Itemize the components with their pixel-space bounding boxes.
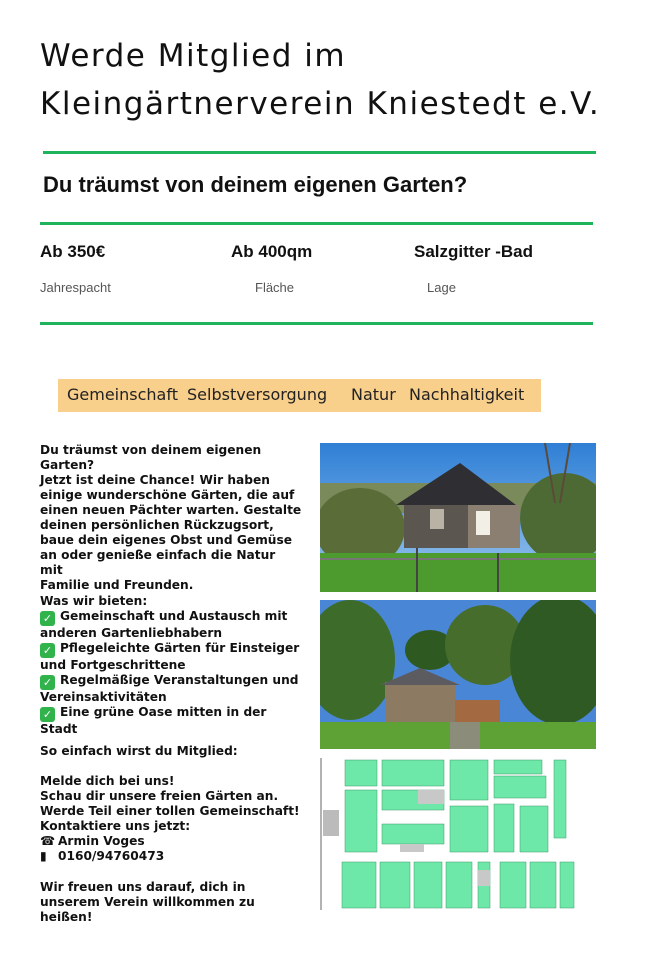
closing-line: unserem Verein willkommen zu (40, 895, 255, 909)
offer-item: ✓ Gemeinschaft und Austausch mit (40, 609, 302, 626)
divider-middle (40, 222, 593, 225)
offer-heading: Was wir bieten: (40, 594, 148, 608)
garden-trees-photo (320, 600, 596, 749)
tag-community: Gemeinschaft (67, 385, 178, 404)
closing-line: heißen! (40, 910, 93, 924)
tag-self-sufficiency: Selbstversorgung (187, 385, 328, 404)
intro-line: baue dein eigenes Obst und Gemüse (40, 533, 292, 547)
contact-name: Armin Voges (58, 834, 145, 848)
offer-item-cont: anderen Gartenliebhabern (40, 626, 223, 640)
tag-nature: Natur (351, 385, 396, 404)
intro-line: Garten? (40, 458, 95, 472)
intro-line: Familie und Freunden. (40, 578, 194, 592)
subtitle: Du träumst von deinem eigenen Garten? (43, 172, 468, 197)
join-line: Melde dich bei uns! (40, 774, 175, 788)
closing-line: Wir freuen uns darauf, dich in (40, 880, 246, 894)
page-title-line-1: Werde Mitglied im (40, 38, 347, 74)
stat-location-value: Salzgitter -Bad (414, 242, 534, 261)
offer-item-cont: Stadt (40, 722, 78, 736)
intro-line: einige wunderschöne Gärten, die auf (40, 488, 295, 502)
check-mark-icon: ✓ (40, 707, 55, 722)
closing-text (40, 880, 302, 925)
garden-plot-map (320, 758, 576, 910)
stat-location-label: Lage (427, 280, 456, 295)
intro-line: einen neuen Pächter warten. Gestalte (40, 503, 302, 517)
page-title-line-2: Kleingärtnerverein Kniestedt e.V. (40, 86, 601, 122)
tag-sustainability: Nachhaltigkeit (409, 385, 525, 404)
check-mark-icon: ✓ (40, 675, 55, 690)
offer-item: ✓ Regelmäßige Veranstaltungen und (40, 673, 302, 690)
offer-item-cont: und Fortgeschrittene (40, 658, 186, 672)
intro-line: deinen persönlichen Rückzugsort, (40, 518, 274, 532)
stat-price-label: Jahrespacht (40, 280, 111, 295)
contact-name-row (40, 834, 302, 849)
contact-phone[interactable]: 0160/94760473 (58, 849, 165, 863)
mobile-phone-icon: ▮ (40, 849, 47, 863)
stat-area-value: Ab 400qm (231, 242, 313, 261)
check-mark-icon: ✓ (40, 611, 55, 626)
offer-item: ✓ Eine grüne Oase mitten in der (40, 705, 302, 722)
intro-line: Du träumst von deinem eigenen (40, 443, 262, 457)
join-section (40, 774, 302, 864)
check-mark-icon: ✓ (40, 643, 55, 658)
offer-section (40, 594, 302, 737)
intro-line: Jetzt ist deine Chance! Wir haben (40, 473, 270, 487)
intro-text (40, 443, 302, 593)
join-line: Schau dir unsere freien Gärten an. (40, 789, 279, 803)
tag-bar (58, 379, 541, 412)
offer-item: ✓ Pflegeleichte Gärten für Einsteiger (40, 641, 302, 658)
offer-item-cont: Vereinsaktivitäten (40, 690, 167, 704)
join-line: Kontaktiere uns jetzt: (40, 819, 191, 833)
contact-phone-row[interactable] (40, 849, 302, 864)
intro-line: an oder genieße einfach die Natur mit (40, 548, 276, 577)
divider-bottom (40, 322, 593, 325)
join-heading: So einfach wirst du Mitglied: (40, 744, 238, 758)
join-line: Werde Teil einer tollen Gemeinschaft! (40, 804, 300, 818)
divider-top (43, 151, 596, 154)
telephone-icon: ☎ (40, 834, 56, 848)
stat-area-label: Fläche (255, 280, 295, 295)
garden-shed-photo (320, 443, 596, 592)
stat-price-value: Ab 350€ (40, 242, 106, 261)
